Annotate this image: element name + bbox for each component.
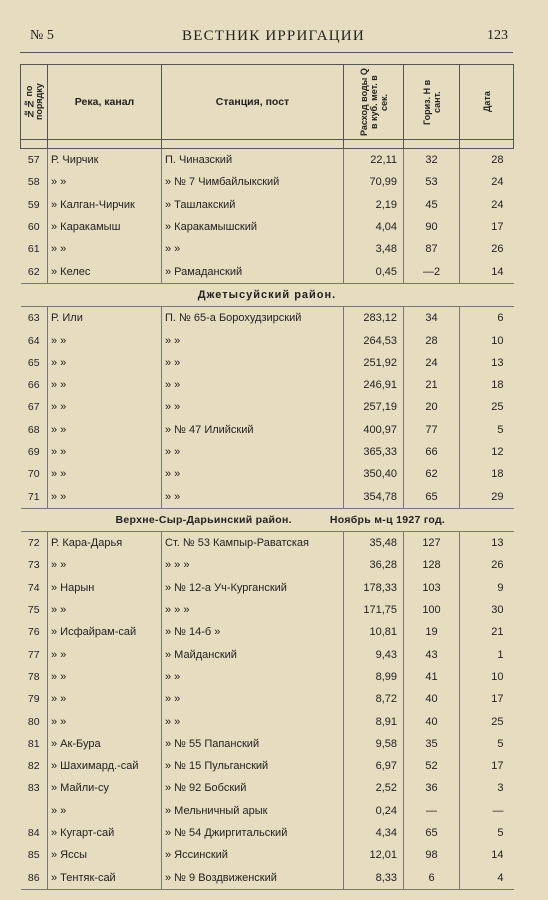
row-number (21, 800, 48, 822)
level-cell: 36 (404, 777, 460, 799)
row-number: 70 (21, 463, 48, 485)
section-period: Ноябрь м-ц 1927 год. (329, 513, 446, 526)
station-cell: » » » (162, 554, 344, 576)
station-cell: » » (162, 666, 344, 688)
issue-number: № 5 (30, 28, 54, 43)
station-cell: » » (162, 329, 344, 351)
discharge-cell: 2,19 (344, 194, 404, 216)
level-cell: 34 (404, 307, 460, 330)
table-row (21, 463, 514, 485)
level-cell: 20 (404, 396, 460, 418)
station-cell: » » (162, 710, 344, 732)
table-row (21, 216, 514, 238)
discharge-cell: 70,99 (344, 171, 404, 193)
page-header (30, 28, 508, 50)
level-cell: 52 (404, 755, 460, 777)
river-cell: » » (48, 800, 162, 822)
page-number: 123 (487, 28, 508, 43)
row-number: 61 (21, 238, 48, 260)
level-cell: 100 (404, 599, 460, 621)
table-row (21, 867, 514, 890)
section-heading: Джетысуйский район. (21, 283, 514, 306)
table-row (21, 260, 514, 283)
level-cell: 103 (404, 577, 460, 599)
row-number: 86 (21, 867, 48, 890)
table-row (21, 554, 514, 576)
row-number: 82 (21, 755, 48, 777)
level-cell: 65 (404, 822, 460, 844)
discharge-cell: 171,75 (344, 599, 404, 621)
river-cell: » Майли-су (48, 777, 162, 799)
row-number: 68 (21, 419, 48, 441)
station-cell: » » (162, 396, 344, 418)
table-row (21, 238, 514, 260)
river-cell: » » (48, 352, 162, 374)
table-row (21, 577, 514, 599)
river-cell: Р. Или (48, 307, 162, 330)
table-row (21, 777, 514, 799)
station-cell: » » (162, 441, 344, 463)
section-heading (21, 508, 514, 531)
date-cell: 9 (460, 577, 514, 599)
river-cell: » » (48, 644, 162, 666)
col-header-level: Гориз. Н в сант. (404, 65, 460, 140)
discharge-cell: 246,91 (344, 374, 404, 396)
river-cell: » Ак-Бура (48, 733, 162, 755)
date-cell: 30 (460, 599, 514, 621)
table-row (21, 352, 514, 374)
row-number: 63 (21, 307, 48, 330)
table-row (21, 532, 514, 555)
table-row (21, 666, 514, 688)
level-cell: 65 (404, 485, 460, 508)
level-cell: 45 (404, 194, 460, 216)
table-row (21, 171, 514, 193)
date-cell: 21 (460, 621, 514, 643)
row-number: 67 (21, 396, 48, 418)
date-cell: 12 (460, 441, 514, 463)
station-cell: » » (162, 463, 344, 485)
station-cell: » Майданский (162, 644, 344, 666)
table-row (21, 688, 514, 710)
level-cell: —2 (404, 260, 460, 283)
date-cell: 10 (460, 329, 514, 351)
station-cell: » № 55 Папанский (162, 733, 344, 755)
station-cell: П. № 65-а Борохудзирский (162, 307, 344, 330)
discharge-cell: 36,28 (344, 554, 404, 576)
station-cell: » № 14-б » (162, 621, 344, 643)
discharge-cell: 8,72 (344, 688, 404, 710)
level-cell: 32 (404, 149, 460, 172)
station-cell: » № 9 Воздвиженский (162, 867, 344, 890)
discharge-cell: 8,99 (344, 666, 404, 688)
river-cell: Р. Кара-Дарья (48, 532, 162, 555)
station-cell: » Каракамышский (162, 216, 344, 238)
table-body (21, 149, 514, 890)
discharge-cell: 2,52 (344, 777, 404, 799)
discharge-cell: 251,92 (344, 352, 404, 374)
station-cell: » Рамаданский (162, 260, 344, 283)
row-number: 84 (21, 822, 48, 844)
river-cell: » Исфайрам-сай (48, 621, 162, 643)
row-number: 75 (21, 599, 48, 621)
row-number: 83 (21, 777, 48, 799)
level-cell: 127 (404, 532, 460, 555)
discharge-cell: 8,33 (344, 867, 404, 890)
date-cell: 6 (460, 307, 514, 330)
row-number: 78 (21, 666, 48, 688)
river-cell: » Яссы (48, 844, 162, 866)
discharge-cell: 257,19 (344, 396, 404, 418)
discharge-cell: 3,48 (344, 238, 404, 260)
table-row (21, 485, 514, 508)
date-cell: 25 (460, 396, 514, 418)
col-header-discharge: Расход воды Q в куб. мет. в сек. (344, 65, 404, 140)
date-cell: — (460, 800, 514, 822)
date-cell: 17 (460, 688, 514, 710)
level-cell: 98 (404, 844, 460, 866)
river-cell: » » (48, 441, 162, 463)
river-cell: » » (48, 329, 162, 351)
row-number: 62 (21, 260, 48, 283)
river-cell: » » (48, 599, 162, 621)
row-number: 72 (21, 532, 48, 555)
row-number: 85 (21, 844, 48, 866)
date-cell: 5 (460, 419, 514, 441)
level-cell: 40 (404, 710, 460, 732)
row-number: 66 (21, 374, 48, 396)
river-cell: Р. Чирчик (48, 149, 162, 172)
date-cell: 17 (460, 755, 514, 777)
date-cell: 29 (460, 485, 514, 508)
date-cell: 26 (460, 238, 514, 260)
table-row (21, 441, 514, 463)
date-cell: 18 (460, 463, 514, 485)
river-cell: » » (48, 463, 162, 485)
row-number: 74 (21, 577, 48, 599)
discharge-cell: 10,81 (344, 621, 404, 643)
row-number: 79 (21, 688, 48, 710)
station-cell: Ст. № 53 Кампыр-Раватская (162, 532, 344, 555)
station-cell: » Яссинский (162, 844, 344, 866)
river-cell: » Калган-Чирчик (48, 194, 162, 216)
table-row (21, 822, 514, 844)
river-cell: » » (48, 554, 162, 576)
discharge-cell: 365,33 (344, 441, 404, 463)
row-number: 59 (21, 194, 48, 216)
date-cell: 13 (460, 352, 514, 374)
station-cell: » № 47 Илийский (162, 419, 344, 441)
station-cell: » Ташлакский (162, 194, 344, 216)
date-cell: 17 (460, 216, 514, 238)
discharge-cell: 35,48 (344, 532, 404, 555)
date-cell: 18 (460, 374, 514, 396)
date-cell: 13 (460, 532, 514, 555)
discharge-cell: 354,78 (344, 485, 404, 508)
discharge-cell: 9,58 (344, 733, 404, 755)
row-number: 57 (21, 149, 48, 172)
date-cell: 24 (460, 194, 514, 216)
table-header-row (21, 65, 514, 140)
table-row (21, 844, 514, 866)
station-cell: » » » (162, 599, 344, 621)
row-number: 60 (21, 216, 48, 238)
row-number: 64 (21, 329, 48, 351)
level-cell: — (404, 800, 460, 822)
date-cell: 4 (460, 867, 514, 890)
col-header-river: Река, канал (48, 65, 162, 140)
discharge-cell: 12,01 (344, 844, 404, 866)
river-cell: » Тентяк-сай (48, 867, 162, 890)
river-cell: » Кугарт-сай (48, 822, 162, 844)
level-cell: 53 (404, 171, 460, 193)
date-cell: 5 (460, 733, 514, 755)
level-cell: 40 (404, 688, 460, 710)
col-header-station: Станция, пост (162, 65, 344, 140)
level-cell: 66 (404, 441, 460, 463)
date-cell: 5 (460, 822, 514, 844)
river-cell: » Нарын (48, 577, 162, 599)
table-row (21, 710, 514, 732)
river-cell: » » (48, 710, 162, 732)
level-cell: 87 (404, 238, 460, 260)
station-cell: » № 7 Чимбайлыкский (162, 171, 344, 193)
station-cell: » № 92 Бобский (162, 777, 344, 799)
level-cell: 77 (404, 419, 460, 441)
row-number: 77 (21, 644, 48, 666)
row-number: 80 (21, 710, 48, 732)
date-cell: 1 (460, 644, 514, 666)
date-cell: 10 (460, 666, 514, 688)
row-number: 65 (21, 352, 48, 374)
river-cell: » Шахимард.-сай (48, 755, 162, 777)
station-cell: П. Чиназский (162, 149, 344, 172)
discharge-cell: 4,34 (344, 822, 404, 844)
row-number: 81 (21, 733, 48, 755)
river-cell: » » (48, 419, 162, 441)
discharge-cell: 4,04 (344, 216, 404, 238)
table-row (21, 621, 514, 643)
journal-title: ВЕСТНИК ИРРИГАЦИИ (182, 28, 365, 44)
level-cell: 28 (404, 329, 460, 351)
river-cell: » » (48, 171, 162, 193)
row-number: 73 (21, 554, 48, 576)
river-cell: » » (48, 485, 162, 508)
station-cell: » » (162, 688, 344, 710)
discharge-cell: 178,33 (344, 577, 404, 599)
station-cell: » № 12-а Уч-Курганский (162, 577, 344, 599)
table-row (21, 755, 514, 777)
discharge-cell: 283,12 (344, 307, 404, 330)
level-cell: 41 (404, 666, 460, 688)
level-cell: 128 (404, 554, 460, 576)
section-title: Верхне-Сыр-Дарьинский район. (115, 513, 292, 526)
river-cell: » » (48, 374, 162, 396)
table-row (21, 149, 514, 172)
col-header-num: №№ по порядку (21, 65, 48, 140)
date-cell: 14 (460, 260, 514, 283)
river-cell: » » (48, 688, 162, 710)
discharge-cell: 22,11 (344, 149, 404, 172)
level-cell: 24 (404, 352, 460, 374)
table-row (21, 419, 514, 441)
station-cell: » № 15 Пульганский (162, 755, 344, 777)
date-cell: 28 (460, 149, 514, 172)
table-row (21, 733, 514, 755)
row-number: 71 (21, 485, 48, 508)
date-cell: 14 (460, 844, 514, 866)
station-cell: » » (162, 485, 344, 508)
row-number: 58 (21, 171, 48, 193)
row-number: 69 (21, 441, 48, 463)
col-header-date: Дата (460, 65, 514, 140)
station-cell: » Мельничный арык (162, 800, 344, 822)
river-cell: » » (48, 396, 162, 418)
table-row (21, 644, 514, 666)
level-cell: 6 (404, 867, 460, 890)
level-cell: 21 (404, 374, 460, 396)
discharge-cell: 264,53 (344, 329, 404, 351)
station-cell: » » (162, 374, 344, 396)
table-row (21, 396, 514, 418)
header-rule (20, 52, 513, 53)
level-cell: 62 (404, 463, 460, 485)
station-cell: » » (162, 352, 344, 374)
table-row (21, 194, 514, 216)
river-cell: » » (48, 238, 162, 260)
date-cell: 24 (460, 171, 514, 193)
discharge-cell: 0,45 (344, 260, 404, 283)
discharge-cell: 9,43 (344, 644, 404, 666)
station-cell: » № 54 Джиргитальский (162, 822, 344, 844)
river-cell: » Каракамыш (48, 216, 162, 238)
level-cell: 90 (404, 216, 460, 238)
table-row (21, 800, 514, 822)
table-row (21, 307, 514, 330)
date-cell: 25 (460, 710, 514, 732)
river-cell: » » (48, 666, 162, 688)
station-cell: » » (162, 238, 344, 260)
river-cell: » Келес (48, 260, 162, 283)
discharge-cell: 0,24 (344, 800, 404, 822)
level-cell: 43 (404, 644, 460, 666)
table-row (21, 374, 514, 396)
discharge-cell: 400,97 (344, 419, 404, 441)
discharge-cell: 6,97 (344, 755, 404, 777)
level-cell: 35 (404, 733, 460, 755)
discharge-cell: 350,40 (344, 463, 404, 485)
table-row (21, 599, 514, 621)
date-cell: 26 (460, 554, 514, 576)
discharge-table (20, 64, 514, 890)
discharge-cell: 8,91 (344, 710, 404, 732)
table-row (21, 329, 514, 351)
date-cell: 3 (460, 777, 514, 799)
row-number: 76 (21, 621, 48, 643)
level-cell: 19 (404, 621, 460, 643)
